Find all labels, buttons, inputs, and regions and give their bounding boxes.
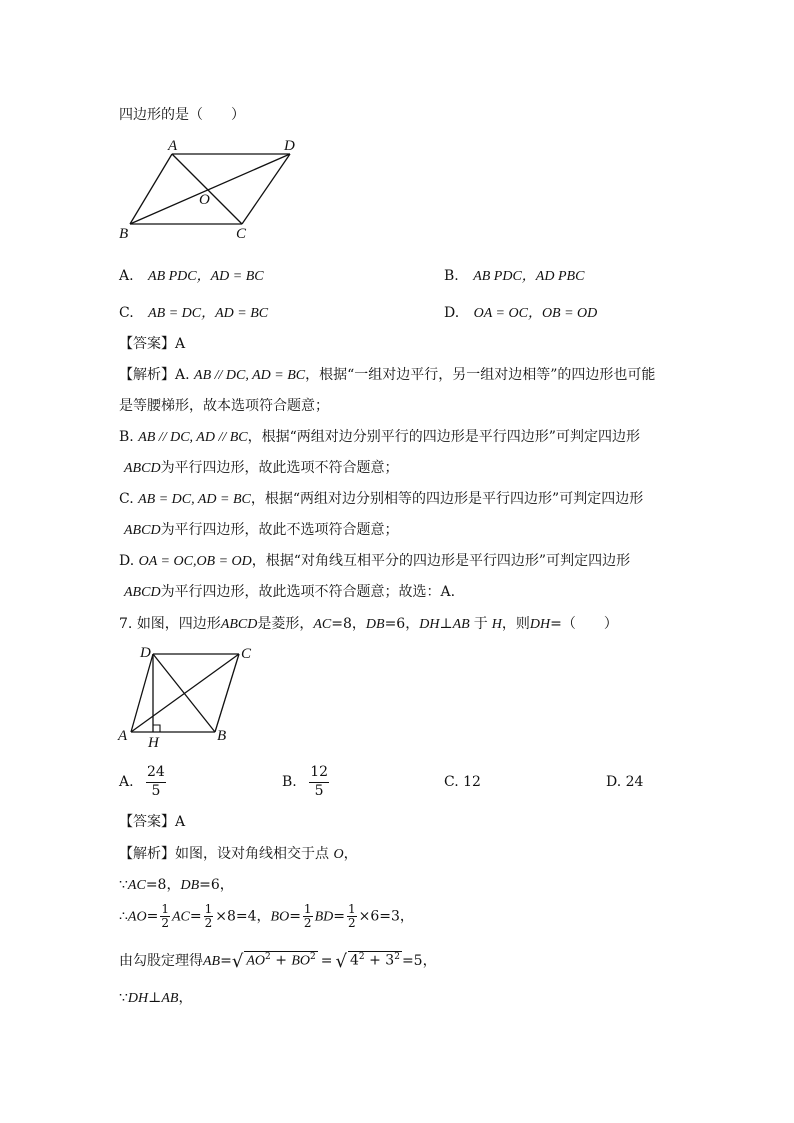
- q7-exp-l1-tail: ，: [343, 846, 358, 862]
- q7-exp-line3: [119, 903, 414, 931]
- q7-exp-text: +: [275, 953, 287, 969]
- q7-option-a-label: A.: [119, 774, 134, 790]
- q7-option-a-numerator: 24: [146, 764, 166, 783]
- half-denominator: 2: [204, 916, 213, 931]
- q7-label-h: H: [148, 735, 159, 751]
- q6-exp-c-text: ，根据“两组对边分别相等的四边形是平行四边形”可判定四边形: [250, 491, 644, 507]
- q7-stem-math: DH: [419, 617, 440, 632]
- q6-option-d-text: OA = OC，OB = OD: [473, 306, 598, 321]
- q7-stem-math: DH: [529, 617, 551, 632]
- q6-explanation-d2: [124, 581, 455, 601]
- q6-exp-c-math2: ABCD: [124, 523, 161, 538]
- q6-label-o: O: [199, 192, 210, 208]
- q7-option-a-denominator: 5: [151, 782, 161, 799]
- sqrt-icon: √: [335, 951, 347, 972]
- q7-exp-math: DB: [180, 878, 200, 893]
- q7-option-d: D. 24: [606, 774, 644, 790]
- q6-explanation-d: [119, 550, 630, 570]
- q6-option-b-text: AB PDC，AD PBC: [473, 269, 585, 284]
- q7-exp-text: =: [146, 908, 159, 925]
- q7-stem-part: ，则: [501, 616, 530, 632]
- q6-exp-b-math: AB // DC, AD // BC: [138, 430, 248, 445]
- q7-label-a: A: [118, 728, 128, 744]
- q6-exp-d-text2: 为平行四边形，故此选项不符合题意；故选：A.: [160, 584, 456, 600]
- q6-option-c-text: AB = DC，AD = BC: [148, 306, 269, 321]
- q6-exp-a-text: ，根据“一组对边平行，另一组对边相等”的四边形也可能: [305, 367, 656, 383]
- perpendicular-symbol: ⊥: [148, 990, 162, 1006]
- half-numerator: 1: [303, 902, 312, 916]
- therefore-symbol: ∴: [119, 908, 128, 925]
- q6-option-d-label: D.: [444, 305, 460, 321]
- half-denominator: 2: [347, 916, 356, 931]
- q6-label-b: B: [119, 226, 129, 242]
- square-exponent: 2: [394, 952, 400, 963]
- q7-exp-text: + 3: [369, 953, 395, 969]
- q7-stem-math: DB: [365, 617, 385, 632]
- q7-answer: 【答案】A: [119, 814, 186, 830]
- q7-exp-l1-math: O: [333, 847, 344, 862]
- q7-exp-math: DH: [127, 991, 149, 1006]
- half-denominator: 2: [161, 916, 169, 931]
- because-symbol: ∵: [119, 990, 128, 1006]
- q6-exp-c-math: AB = DC, AD = BC: [138, 492, 251, 507]
- q6-explanation-b2: [124, 457, 399, 477]
- q7-exp-text: =8，: [145, 877, 181, 893]
- q6-explanation-c2: [124, 519, 399, 539]
- q7-stem-part: =（ ）: [550, 616, 618, 632]
- q6-option-b-label: B.: [444, 268, 459, 284]
- half-numerator: 1: [204, 902, 213, 916]
- q6-stem-tail: 四边形的是（ ）: [119, 107, 245, 123]
- q7-number: 7.: [119, 616, 133, 632]
- q7-stem-part: ⊥: [439, 616, 453, 632]
- q6-exp-a-label: 【解析】A.: [119, 367, 190, 383]
- q7-exp-text: =6，: [199, 877, 234, 893]
- q6-option-d: [444, 302, 597, 322]
- q7-exp-text: =: [189, 908, 202, 925]
- q7-exp-text: ×6=3，: [358, 908, 414, 925]
- half-fraction: [160, 903, 170, 930]
- q6-option-a-label: A.: [119, 268, 134, 284]
- q6-exp-b-text2: 为平行四边形，故此选项不符合题意；: [160, 460, 399, 476]
- q6-answer: 【答案】A: [119, 336, 186, 352]
- q6-label-c: C: [236, 226, 247, 242]
- q7-exp-text: =: [289, 908, 301, 925]
- half-fraction: [204, 903, 214, 930]
- half-numerator: 1: [161, 902, 169, 916]
- q6-exp-d-math: OA = OC,OB = OD: [138, 554, 252, 569]
- q6-explanation-b: [119, 426, 640, 446]
- half-denominator: 2: [303, 916, 312, 931]
- q6-explanation-a2: 是等腰梯形，故本选项符合题意；: [119, 398, 329, 414]
- q6-exp-d-math2: ABCD: [124, 585, 161, 600]
- q7-exp-text: ×8=4，: [215, 908, 271, 925]
- q7-exp-math: AC: [127, 878, 146, 893]
- q7-exp-text: =: [220, 953, 232, 969]
- q7-option-b-label: B.: [282, 774, 297, 790]
- q6-label-a: A: [168, 138, 178, 154]
- q7-option-b-numerator: 12: [309, 764, 329, 783]
- q7-option-b-denominator: 5: [314, 782, 324, 799]
- q6-exp-c-text2: 为平行四边形，故此不选项符合题意；: [160, 522, 399, 538]
- q7-rhombus-figure: [113, 640, 273, 752]
- q7-stem-math: AB: [452, 617, 470, 632]
- because-symbol: ∵: [119, 877, 128, 893]
- q6-option-c: [119, 302, 268, 322]
- half-numerator: 1: [347, 902, 356, 916]
- q6-option-b: [444, 265, 584, 285]
- q7-option-a: [119, 764, 168, 800]
- q7-exp-math: BD: [314, 909, 334, 925]
- q7-exp-math: BO: [270, 909, 290, 925]
- q7-stem-part: 于: [473, 616, 488, 632]
- q7-exp-text: =: [333, 908, 345, 925]
- q7-exp-math: AO: [127, 909, 147, 925]
- q7-exp-math: BO: [291, 954, 311, 969]
- q6-exp-d-text: ，根据“对角线互相平分的四边形是平行四边形”可判定四边形: [251, 553, 631, 569]
- q7-option-a-fraction: [146, 764, 166, 800]
- q7-stem-math: H: [491, 617, 502, 632]
- q6-exp-d-label: D.: [119, 553, 135, 569]
- q7-stem-part: 如图，四边形: [136, 616, 221, 632]
- q6-option-c-label: C.: [119, 305, 134, 321]
- q7-exp-text: =5，: [401, 953, 437, 969]
- square-exponent: 2: [265, 952, 271, 963]
- q7-label-b: B: [217, 728, 227, 744]
- q6-option-a-text: AB PDC，AD = BC: [148, 269, 264, 284]
- q7-stem-math: AC: [313, 617, 332, 632]
- q7-exp-text: 由勾股定理得: [119, 953, 203, 969]
- q6-exp-b-label: B.: [119, 429, 134, 445]
- q7-stem-part: 是菱形，: [257, 616, 314, 632]
- q6-explanation-a: [119, 364, 655, 384]
- q6-exp-b-text: ，根据“两组对边分别平行的四边形是平行四边形”可判定四边形: [247, 429, 640, 445]
- q7-label-c: C: [241, 646, 252, 662]
- sqrt-expression-1: [244, 951, 317, 970]
- q7-stem-math: ABCD: [220, 617, 258, 632]
- q7-stem-part: =6，: [384, 616, 420, 632]
- q7-exp-line1: [119, 843, 358, 863]
- q7-label-d: D: [140, 645, 151, 661]
- q6-exp-c-label: C.: [119, 491, 134, 507]
- q6-exp-b-math2: ABCD: [124, 461, 161, 476]
- half-fraction: [347, 903, 357, 930]
- sqrt-expression-2: [348, 951, 402, 969]
- q7-exp-math: AC: [171, 909, 190, 925]
- half-fraction: [303, 903, 313, 930]
- q7-exp-text: =: [320, 953, 333, 969]
- square-exponent: 2: [310, 952, 316, 963]
- q7-stem-part: =8，: [331, 616, 366, 632]
- q7-exp-math: AO: [246, 954, 265, 969]
- q7-option-c: C. 12: [444, 774, 481, 790]
- q7-exp-math: AB: [203, 954, 221, 969]
- q6-explanation-c: [119, 488, 643, 508]
- q6-exp-a-math: AB // DC, AD = BC: [194, 368, 306, 383]
- q6-parallelogram-figure: [112, 132, 312, 244]
- q7-stem: [119, 613, 618, 633]
- q7-exp-text: 4: [350, 953, 359, 969]
- q6-label-d: D: [284, 138, 295, 154]
- q7-exp-math: AB: [161, 991, 179, 1006]
- q6-option-a: [119, 265, 264, 285]
- square-exponent: 2: [358, 952, 365, 963]
- q7-option-b: [282, 764, 331, 800]
- q7-exp-l1-label: 【解析】如图，设对角线相交于点: [119, 846, 329, 862]
- q7-option-b-fraction: [309, 764, 329, 800]
- q7-exp-text: ，: [178, 990, 193, 1006]
- q7-exp-line4: [119, 950, 437, 972]
- sqrt-icon: √: [231, 951, 244, 972]
- q7-exp-line2: [119, 874, 234, 894]
- q7-exp-line5: [119, 987, 192, 1007]
